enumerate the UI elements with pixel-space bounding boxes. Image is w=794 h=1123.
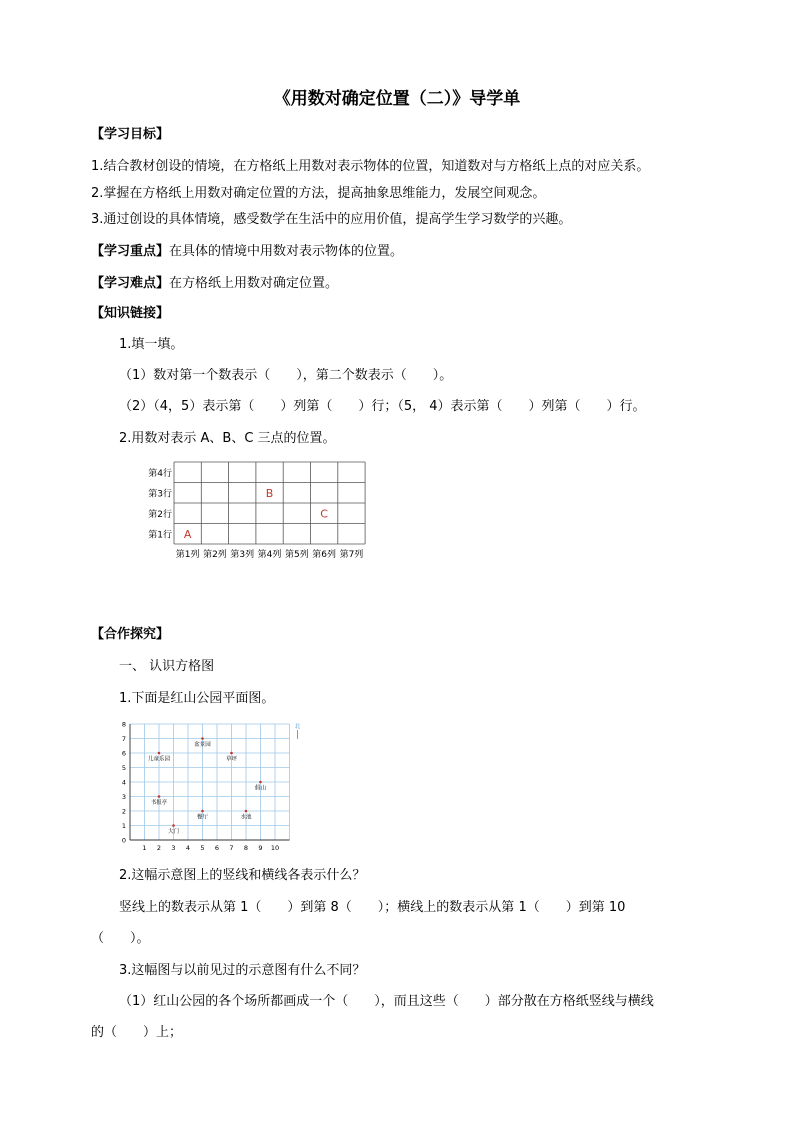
explore-sub: 一、 认识方格图 bbox=[119, 659, 215, 674]
link-q1-2: （2）（4，5）表示第（ ）列第（ ）行；（5， 4）表示第（ ）列第（ ）行。 bbox=[119, 399, 646, 414]
page-title: 《用数对确定位置（二）》导学单 bbox=[273, 89, 521, 109]
y-tick: 3 bbox=[121, 793, 126, 801]
place-dot bbox=[158, 752, 161, 755]
goal-item-1: 1.结合教材创设的情境，在方格纸上用数对表示物体的位置，知道数对与方格纸上点的对应关系。 bbox=[91, 159, 650, 174]
y-tick: 1 bbox=[121, 822, 126, 830]
place-label: 假山 bbox=[254, 785, 267, 792]
x-tick: 7 bbox=[229, 844, 234, 852]
x-tick: 3 bbox=[171, 844, 176, 852]
north-label: 北 bbox=[294, 724, 300, 730]
difficulty-text: 在方格纸上用数对确定位置。 bbox=[169, 276, 339, 291]
explore-q3: 3.这幅图与以前见过的示意图有什么不同？ bbox=[119, 963, 366, 978]
col-label: 第7列 bbox=[339, 550, 364, 558]
row-label: 第1行 bbox=[148, 530, 172, 541]
place-dot bbox=[245, 810, 248, 813]
park-map bbox=[114, 716, 300, 856]
place-label: 水池 bbox=[240, 814, 252, 821]
x-tick: 6 bbox=[214, 844, 220, 852]
col-label: 第6列 bbox=[312, 550, 337, 558]
place-dot bbox=[172, 824, 175, 827]
x-tick: 9 bbox=[258, 844, 263, 852]
y-tick: 2 bbox=[121, 807, 126, 816]
place-label: 餐厅 bbox=[196, 814, 209, 821]
explore-q3-1: （1）红山公园的各个场所都画成一个（ ），而且这些（ ）部分散在方格纸竖线与横线 bbox=[119, 994, 654, 1009]
point-B: B bbox=[265, 486, 274, 500]
col-label: 第5列 bbox=[284, 550, 309, 558]
place-label: 草坪 bbox=[225, 756, 238, 763]
place-dot bbox=[230, 752, 233, 755]
y-tick: 8 bbox=[121, 720, 126, 729]
col-label: 第3列 bbox=[230, 550, 255, 558]
y-tick: 4 bbox=[121, 778, 126, 787]
link-heading: 【知识链接】 bbox=[91, 306, 170, 321]
col-label: 第4列 bbox=[257, 550, 282, 558]
y-tick: 7 bbox=[121, 735, 126, 743]
link-q1-1: （1）数对第一个数表示（ ），第二个数表示（ ）。 bbox=[119, 368, 453, 383]
place-label: 书报亭 bbox=[150, 800, 168, 806]
point-C: C bbox=[320, 507, 328, 521]
difficulty-label: 【学习难点】 bbox=[91, 276, 170, 291]
row-label: 第2行 bbox=[148, 509, 172, 520]
place-label: 儿童乐园 bbox=[147, 756, 171, 763]
goal-item-3: 3.通过创设的具体情境，感受数学在生活中的应用价值，提高学生学习数学的兴趣。 bbox=[91, 212, 572, 227]
col-label: 第1列 bbox=[175, 550, 200, 558]
place-dot bbox=[201, 737, 204, 740]
x-tick: 8 bbox=[243, 844, 249, 852]
place-label: 盆景园 bbox=[194, 742, 211, 748]
point-A: A bbox=[183, 527, 192, 541]
y-tick: 6 bbox=[121, 749, 126, 758]
row-label: 第4行 bbox=[148, 468, 172, 479]
y-tick: 5 bbox=[121, 764, 126, 772]
x-tick: 2 bbox=[156, 844, 162, 852]
place-dot bbox=[158, 795, 161, 798]
place-dot bbox=[259, 781, 262, 784]
explore-q2: 2.这幅示意图上的竖线和横线各表示什么？ bbox=[119, 868, 366, 883]
goals-heading: 【学习目标】 bbox=[91, 127, 170, 142]
x-tick: 1 bbox=[142, 844, 147, 852]
explore-q2-answer-cont: （ ）。 bbox=[91, 931, 150, 946]
link-q2: 2.用数对表示 A、B、C 三点的位置。 bbox=[119, 431, 336, 446]
x-tick: 4 bbox=[185, 844, 191, 852]
key-point-label: 【学习重点】 bbox=[91, 244, 170, 259]
y-tick: 0 bbox=[121, 836, 126, 845]
explore-heading: 【合作探究】 bbox=[91, 627, 170, 642]
explore-q1: 1.下面是红山公园平面图。 bbox=[119, 691, 275, 706]
x-tick: 5 bbox=[200, 844, 205, 852]
key-point-line bbox=[91, 243, 403, 261]
x-tick: 10 bbox=[270, 844, 280, 852]
col-label: 第2列 bbox=[203, 550, 227, 558]
row-label: 第3行 bbox=[148, 489, 172, 500]
goal-item-2: 2.掌握在方格纸上用数对确定位置的方法，提高抽象思维能力，发展空间观念。 bbox=[91, 186, 546, 201]
difficulty-line bbox=[91, 275, 338, 293]
place-label: 大门 bbox=[167, 829, 180, 835]
place-dot bbox=[201, 810, 204, 813]
link-q1: 1.填一填。 bbox=[119, 337, 184, 352]
position-grid bbox=[146, 456, 368, 558]
key-point-text: 在具体的情境中用数对表示物体的位置。 bbox=[169, 244, 404, 259]
explore-q3-1-cont: 的（ ）上； bbox=[91, 1025, 183, 1040]
explore-q2-answer: 竖线上的数表示从第 1（ ）到第 8（ ）；横线上的数表示从第 1（ ）到第 10 bbox=[119, 900, 626, 915]
